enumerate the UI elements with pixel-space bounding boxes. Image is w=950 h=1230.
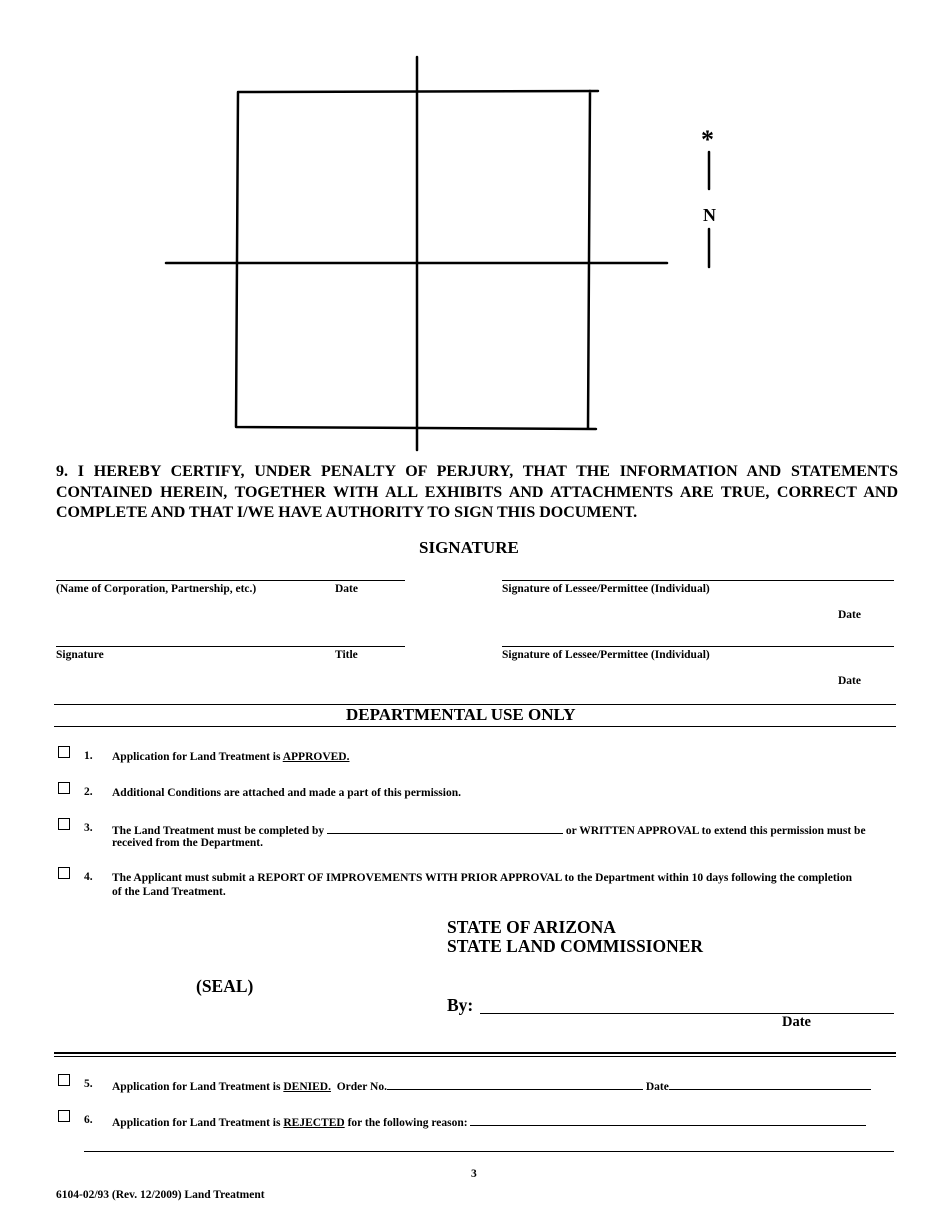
dept-bottom-rule <box>54 726 896 727</box>
lessee-signature-label-2: Signature of Lessee/Permittee (Individual) <box>502 649 710 661</box>
denied-date-blank[interactable] <box>669 1078 871 1090</box>
rejected-prefix: Application for Land Treatment is <box>112 1117 284 1129</box>
item-number-6: 6. <box>84 1114 93 1126</box>
denied-prefix: Application for Land Treatment is <box>112 1081 284 1093</box>
commissioner-signature-line[interactable] <box>480 1013 894 1014</box>
lessee-date-label-1: Date <box>838 609 861 621</box>
completion-suffix: or WRITTEN APPROVAL to extend this permission must be <box>565 825 866 837</box>
item-number-5: 5. <box>84 1078 93 1090</box>
compass-north-label: N <box>703 205 716 225</box>
order-no-blank[interactable] <box>387 1078 643 1090</box>
item-report-line2: of the Land Treatment. <box>112 886 226 898</box>
rejected-suffix: for the following reason: <box>344 1117 468 1129</box>
denied-date-label: Date <box>645 1081 669 1093</box>
corp-name-line[interactable] <box>56 580 405 581</box>
checkbox-rejected[interactable] <box>58 1110 70 1122</box>
completion-date-blank[interactable] <box>327 822 563 834</box>
item-number-4: 4. <box>84 871 93 883</box>
rejected-word: REJECTED <box>283 1117 345 1129</box>
corp-name-label: (Name of Corporation, Partnership, etc.) <box>56 583 257 595</box>
departmental-use-heading: DEPARTMENTAL USE ONLY <box>346 705 576 724</box>
compass-star: * <box>701 125 714 154</box>
page-number: 3 <box>471 1168 477 1180</box>
item-number-1: 1. <box>84 750 93 762</box>
certification-statement: 9. I HEREBY CERTIFY, UNDER PENALTY OF PERJURY, THAT THE INFORMATION AND STATEMENTS CONTAINED HEREIN, TOGETHER WITH ALL EXHIBITS AND ATTACHMENTS ARE TRUE, CORRECT AND COMPLETE AND THAT I/WE HAVE AUTHORITY TO SIGN THIS DOCUMENT. <box>56 463 898 521</box>
lessee-signature-line-2[interactable] <box>502 646 894 647</box>
completion-prefix: The Land Treatment must be completed by <box>112 825 325 837</box>
checkbox-denied[interactable] <box>58 1074 70 1086</box>
item-completion-line2: received from the Department. <box>112 837 263 849</box>
lessee-signature-label-1: Signature of Lessee/Permittee (Individual) <box>502 583 710 595</box>
separator-rule-bottom <box>54 1056 896 1057</box>
approved-word: APPROVED. <box>282 751 350 763</box>
commissioner-title: STATE LAND COMMISSIONER <box>447 936 704 956</box>
form-identifier: 6104-02/93 (Rev. 12/2009) Land Treatment <box>56 1189 265 1201</box>
item-report-line1: The Applicant must submit a REPORT OF IMPROVEMENTS WITH PRIOR APPROVAL to the Department within 10 days following the completion <box>112 872 853 884</box>
item-number-3: 3. <box>84 822 93 834</box>
checkbox-additional-conditions[interactable] <box>58 782 70 794</box>
by-date-label: Date <box>782 1014 811 1030</box>
lessee-signature-line-1[interactable] <box>502 580 894 581</box>
state-name: STATE OF ARIZONA <box>447 917 616 937</box>
item-rejected-text <box>112 1114 897 1130</box>
signature-label: Signature <box>56 649 104 661</box>
item-approved-text <box>112 750 349 764</box>
by-label: By: <box>447 995 474 1015</box>
rejected-reason-blank[interactable] <box>470 1114 866 1126</box>
order-no-label: Order No. <box>336 1081 387 1093</box>
approved-prefix: Application for Land Treatment is <box>112 751 283 763</box>
item-number-2: 2. <box>84 786 93 798</box>
item-denied-text <box>112 1078 897 1094</box>
checkbox-approved[interactable] <box>58 746 70 758</box>
corp-date-label: Date <box>335 583 358 595</box>
denied-word: DENIED. <box>283 1081 331 1093</box>
title-label: Title <box>335 649 358 661</box>
separator-rule-top <box>54 1052 896 1054</box>
seal-label: (SEAL) <box>196 976 254 996</box>
section-plat-diagram <box>0 0 950 460</box>
signature-heading: SIGNATURE <box>419 538 519 557</box>
checkbox-report-improvements[interactable] <box>58 867 70 879</box>
checkbox-completion-date[interactable] <box>58 818 70 830</box>
lessee-date-label-2: Date <box>838 675 861 687</box>
signature-line[interactable] <box>56 646 405 647</box>
item-additional-conditions-text: Additional Conditions are attached and made a part of this permission. <box>112 787 461 799</box>
rejected-reason-line-2[interactable] <box>84 1151 894 1152</box>
